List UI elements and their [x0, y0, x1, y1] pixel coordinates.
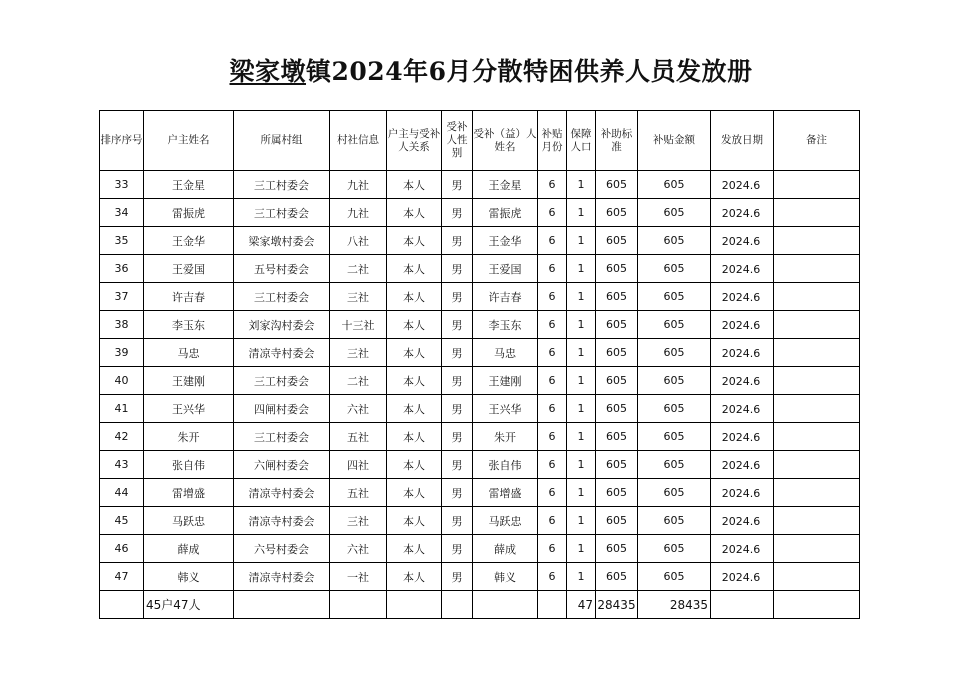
row-month: 6 [538, 451, 567, 479]
row-village: 梁家墩村委会 [234, 227, 330, 255]
row-group: 二社 [330, 367, 387, 395]
row-recipient: 马跃忠 [473, 507, 538, 535]
row-standard: 605 [596, 171, 638, 199]
row-standard: 605 [596, 563, 638, 591]
total-people: 47 [567, 591, 596, 619]
total-label: 45户47人 [144, 591, 234, 619]
row-month: 6 [538, 535, 567, 563]
row-date-text: 2024.6 [721, 178, 761, 192]
row-date-text: 2024.6 [721, 234, 761, 248]
row-head-name: 许吉春 [144, 283, 234, 311]
row-group: 一社 [330, 563, 387, 591]
row-village: 三工村委会 [234, 423, 330, 451]
row-relation: 本人 [387, 283, 442, 311]
row-note [774, 535, 860, 563]
row-date-text: 2024.6 [721, 514, 761, 528]
row-standard: 605 [596, 507, 638, 535]
col-header-standard: 补助标准 [596, 111, 638, 171]
row-people: 1 [567, 227, 596, 255]
row-head-name: 张自伟 [144, 451, 234, 479]
row-amount: 605 [638, 507, 711, 535]
row-amount: 605 [638, 283, 711, 311]
row-recipient: 雷振虎 [473, 199, 538, 227]
row-note [774, 479, 860, 507]
row-recipient: 雷增盛 [473, 479, 538, 507]
row-note [774, 199, 860, 227]
row-amount: 605 [638, 479, 711, 507]
row-standard: 605 [596, 339, 638, 367]
row-date [711, 367, 774, 395]
row-no: 37 [100, 283, 144, 311]
row-no: 39 [100, 339, 144, 367]
row-village: 四闸村委会 [234, 395, 330, 423]
row-gender: 男 [442, 479, 473, 507]
row-no: 47 [100, 563, 144, 591]
row-relation: 本人 [387, 395, 442, 423]
row-no: 42 [100, 423, 144, 451]
row-date [711, 339, 774, 367]
table-row [100, 507, 860, 535]
table-row [100, 311, 860, 339]
row-group: 三社 [330, 339, 387, 367]
row-group: 六社 [330, 535, 387, 563]
row-village: 六号村委会 [234, 535, 330, 563]
row-note [774, 283, 860, 311]
col-header-gender: 受补人性别 [442, 111, 473, 171]
row-standard: 605 [596, 451, 638, 479]
row-standard: 605 [596, 423, 638, 451]
row-amount: 605 [638, 395, 711, 423]
total-cell-group [330, 591, 387, 619]
row-date-text: 2024.6 [721, 430, 761, 444]
row-date-text: 2024.6 [721, 570, 761, 584]
page-title [0, 52, 960, 88]
row-amount: 605 [638, 311, 711, 339]
row-date [711, 395, 774, 423]
row-note [774, 311, 860, 339]
row-standard: 605 [596, 283, 638, 311]
row-relation: 本人 [387, 563, 442, 591]
row-people: 1 [567, 423, 596, 451]
col-header-people: 保障人口 [567, 111, 596, 171]
row-village: 三工村委会 [234, 199, 330, 227]
row-village: 清凉寺村委会 [234, 479, 330, 507]
table-row [100, 563, 860, 591]
col-header-amount: 补贴金额 [638, 111, 711, 171]
row-gender: 男 [442, 423, 473, 451]
row-gender: 男 [442, 227, 473, 255]
row-people: 1 [567, 311, 596, 339]
table-row [100, 171, 860, 199]
row-date-text: 2024.6 [721, 206, 761, 220]
row-village: 五号村委会 [234, 255, 330, 283]
row-head-name: 朱开 [144, 423, 234, 451]
row-head-name: 韩义 [144, 563, 234, 591]
col-header-group: 村社信息 [330, 111, 387, 171]
row-note [774, 255, 860, 283]
row-recipient: 王兴华 [473, 395, 538, 423]
row-date [711, 535, 774, 563]
row-group: 三社 [330, 507, 387, 535]
total-amount: 28435 [638, 591, 711, 619]
row-people: 1 [567, 339, 596, 367]
table-row [100, 367, 860, 395]
row-village: 六闸村委会 [234, 451, 330, 479]
row-gender: 男 [442, 395, 473, 423]
col-header-recipient: 受补（益）人姓名 [473, 111, 538, 171]
row-relation: 本人 [387, 171, 442, 199]
row-amount: 605 [638, 171, 711, 199]
row-no: 41 [100, 395, 144, 423]
row-people: 1 [567, 171, 596, 199]
row-gender: 男 [442, 283, 473, 311]
row-date [711, 227, 774, 255]
row-date-text: 2024.6 [721, 542, 761, 556]
row-amount: 605 [638, 451, 711, 479]
row-head-name: 王爱国 [144, 255, 234, 283]
row-date-text: 2024.6 [721, 486, 761, 500]
row-relation: 本人 [387, 227, 442, 255]
row-people: 1 [567, 507, 596, 535]
row-relation: 本人 [387, 311, 442, 339]
row-amount: 605 [638, 199, 711, 227]
row-month: 6 [538, 199, 567, 227]
total-row [100, 591, 860, 619]
row-date-text: 2024.6 [721, 458, 761, 472]
row-group: 四社 [330, 451, 387, 479]
row-recipient: 王金华 [473, 227, 538, 255]
total-cell-month [538, 591, 567, 619]
row-no: 46 [100, 535, 144, 563]
row-standard: 605 [596, 395, 638, 423]
row-note [774, 423, 860, 451]
row-recipient: 马忠 [473, 339, 538, 367]
table-row [100, 255, 860, 283]
row-date [711, 479, 774, 507]
row-standard: 605 [596, 199, 638, 227]
row-recipient: 薛成 [473, 535, 538, 563]
row-people: 1 [567, 535, 596, 563]
row-village: 清凉寺村委会 [234, 339, 330, 367]
total-standard: 28435 [596, 591, 638, 619]
header-row [100, 111, 860, 171]
row-month: 6 [538, 283, 567, 311]
row-date [711, 451, 774, 479]
row-month: 6 [538, 339, 567, 367]
row-head-name: 马跃忠 [144, 507, 234, 535]
row-people: 1 [567, 563, 596, 591]
row-village: 清凉寺村委会 [234, 507, 330, 535]
row-group: 三社 [330, 283, 387, 311]
col-header-relation: 户主与受补人关系 [387, 111, 442, 171]
row-group: 十三社 [330, 311, 387, 339]
row-no: 35 [100, 227, 144, 255]
table-row [100, 199, 860, 227]
row-date [711, 171, 774, 199]
row-month: 6 [538, 171, 567, 199]
row-relation: 本人 [387, 423, 442, 451]
row-group: 二社 [330, 255, 387, 283]
col-header-head-name: 户主姓名 [144, 111, 234, 171]
total-cell-recipient [473, 591, 538, 619]
row-date [711, 283, 774, 311]
row-amount: 605 [638, 255, 711, 283]
row-no: 40 [100, 367, 144, 395]
row-people: 1 [567, 199, 596, 227]
row-recipient: 张自伟 [473, 451, 538, 479]
row-head-name: 王兴华 [144, 395, 234, 423]
row-no: 36 [100, 255, 144, 283]
row-standard: 605 [596, 479, 638, 507]
col-header-date: 发放日期 [711, 111, 774, 171]
title-rest: 镇2024年6月分散特困供养人员发放册 [306, 57, 753, 86]
row-date-text: 2024.6 [721, 374, 761, 388]
row-note [774, 339, 860, 367]
row-date-text: 2024.6 [721, 346, 761, 360]
row-relation: 本人 [387, 535, 442, 563]
row-note [774, 451, 860, 479]
row-village: 刘家沟村委会 [234, 311, 330, 339]
row-amount: 605 [638, 339, 711, 367]
row-relation: 本人 [387, 479, 442, 507]
row-month: 6 [538, 227, 567, 255]
total-cell-village [234, 591, 330, 619]
row-recipient: 王建刚 [473, 367, 538, 395]
row-date-text: 2024.6 [721, 402, 761, 416]
row-people: 1 [567, 479, 596, 507]
row-no: 34 [100, 199, 144, 227]
row-village: 三工村委会 [234, 171, 330, 199]
row-people: 1 [567, 395, 596, 423]
row-date-text: 2024.6 [721, 318, 761, 332]
row-standard: 605 [596, 311, 638, 339]
row-recipient: 王金星 [473, 171, 538, 199]
table-row [100, 535, 860, 563]
row-group: 九社 [330, 171, 387, 199]
col-header-village: 所属村组 [234, 111, 330, 171]
row-relation: 本人 [387, 255, 442, 283]
row-note [774, 563, 860, 591]
row-recipient: 朱开 [473, 423, 538, 451]
row-gender: 男 [442, 535, 473, 563]
row-date [711, 199, 774, 227]
row-group: 九社 [330, 199, 387, 227]
row-relation: 本人 [387, 507, 442, 535]
row-note [774, 367, 860, 395]
table-row [100, 451, 860, 479]
row-relation: 本人 [387, 367, 442, 395]
row-amount: 605 [638, 535, 711, 563]
row-gender: 男 [442, 311, 473, 339]
row-note [774, 227, 860, 255]
row-recipient: 李玉东 [473, 311, 538, 339]
row-no: 38 [100, 311, 144, 339]
row-head-name: 雷振虎 [144, 199, 234, 227]
row-month: 6 [538, 311, 567, 339]
row-head-name: 王金华 [144, 227, 234, 255]
row-month: 6 [538, 367, 567, 395]
row-no: 45 [100, 507, 144, 535]
row-head-name: 马忠 [144, 339, 234, 367]
row-note [774, 507, 860, 535]
row-date [711, 255, 774, 283]
row-standard: 605 [596, 367, 638, 395]
row-month: 6 [538, 255, 567, 283]
table-row [100, 479, 860, 507]
row-amount: 605 [638, 367, 711, 395]
col-header-no: 排序序号 [100, 111, 144, 171]
row-recipient: 许吉春 [473, 283, 538, 311]
row-group: 八社 [330, 227, 387, 255]
row-month: 6 [538, 395, 567, 423]
row-amount: 605 [638, 423, 711, 451]
col-header-note: 备注 [774, 111, 860, 171]
row-month: 6 [538, 423, 567, 451]
row-people: 1 [567, 451, 596, 479]
row-relation: 本人 [387, 339, 442, 367]
row-month: 6 [538, 563, 567, 591]
row-head-name: 薛成 [144, 535, 234, 563]
row-standard: 605 [596, 535, 638, 563]
total-cell-relation [387, 591, 442, 619]
row-people: 1 [567, 367, 596, 395]
row-date [711, 563, 774, 591]
row-date [711, 507, 774, 535]
row-gender: 男 [442, 199, 473, 227]
row-note [774, 395, 860, 423]
row-gender: 男 [442, 507, 473, 535]
total-cell-date [711, 591, 774, 619]
row-village: 三工村委会 [234, 283, 330, 311]
row-no: 33 [100, 171, 144, 199]
row-gender: 男 [442, 563, 473, 591]
total-cell-gender [442, 591, 473, 619]
row-head-name: 李玉东 [144, 311, 234, 339]
row-relation: 本人 [387, 451, 442, 479]
row-date [711, 311, 774, 339]
row-head-name: 王金星 [144, 171, 234, 199]
row-standard: 605 [596, 255, 638, 283]
row-month: 6 [538, 507, 567, 535]
row-gender: 男 [442, 367, 473, 395]
row-gender: 男 [442, 339, 473, 367]
table-row [100, 227, 860, 255]
row-relation: 本人 [387, 199, 442, 227]
row-month: 6 [538, 479, 567, 507]
title-place: 梁家墩 [229, 57, 307, 86]
row-gender: 男 [442, 451, 473, 479]
row-amount: 605 [638, 563, 711, 591]
table-row [100, 423, 860, 451]
row-village: 三工村委会 [234, 367, 330, 395]
row-group: 六社 [330, 395, 387, 423]
row-note [774, 171, 860, 199]
row-no: 44 [100, 479, 144, 507]
table-row [100, 339, 860, 367]
row-recipient: 韩义 [473, 563, 538, 591]
row-head-name: 雷增盛 [144, 479, 234, 507]
row-village: 清凉寺村委会 [234, 563, 330, 591]
row-people: 1 [567, 255, 596, 283]
row-date-text: 2024.6 [721, 262, 761, 276]
col-header-month: 补贴月份 [538, 111, 567, 171]
row-group: 五社 [330, 479, 387, 507]
row-date-text: 2024.6 [721, 290, 761, 304]
table-row [100, 283, 860, 311]
table-row [100, 395, 860, 423]
payment-register-table [99, 110, 860, 619]
total-cell-note [774, 591, 860, 619]
total-cell-no [100, 591, 144, 619]
row-no: 43 [100, 451, 144, 479]
row-recipient: 王爱国 [473, 255, 538, 283]
row-date [711, 423, 774, 451]
row-amount: 605 [638, 227, 711, 255]
row-group: 五社 [330, 423, 387, 451]
row-gender: 男 [442, 171, 473, 199]
row-head-name: 王建刚 [144, 367, 234, 395]
row-people: 1 [567, 283, 596, 311]
row-gender: 男 [442, 255, 473, 283]
row-standard: 605 [596, 227, 638, 255]
